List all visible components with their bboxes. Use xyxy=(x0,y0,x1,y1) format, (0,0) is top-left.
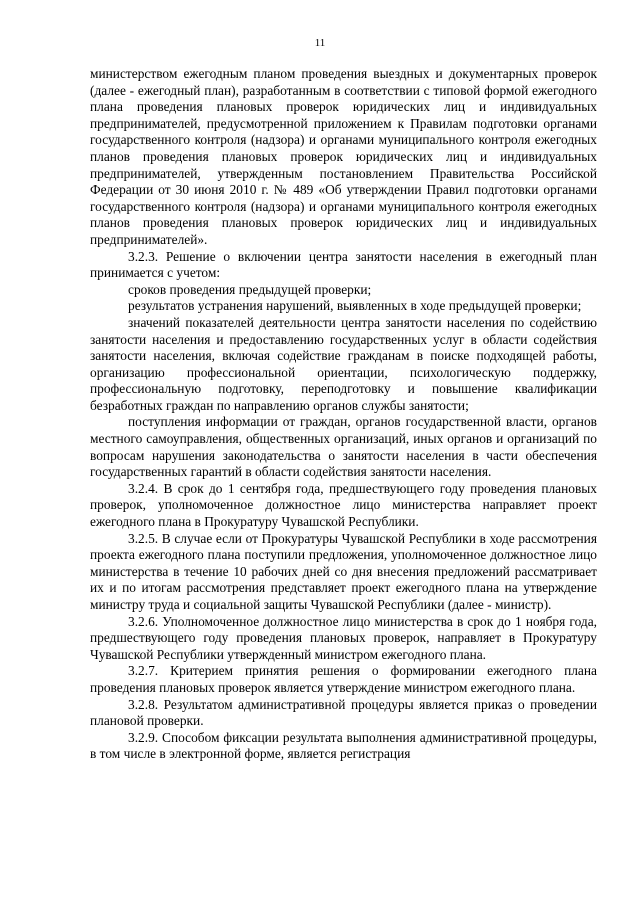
paragraph: сроков проведения предыдущей проверки; xyxy=(128,281,372,297)
paragraph: поступления информации от граждан, органов государственной власти, органов местного самоуправления, общественных организаций, иных органов и организаций по вопросам нарушения законодательства о занятости населения в части обеспечения государственных гарантий в области содействия занятости населения. xyxy=(90,414,597,480)
paragraph: значений показателей деятельности центра занятости населения по содействию занятости населения и предоставлению государственных услуг в области содействия занятости населения, включая содействие гражданам в поиске подходящей работы, организацию профессиональной ориентации, психологическую поддержку, профессиональную подготовку, переподготовку и повышение квалификации безработных граждан по направлению органов службы занятости; xyxy=(90,314,597,413)
paragraph: 3.2.4. В срок до 1 сентября года, предшествующего году проведения плановых проверок, уполномоченное должностное лицо министерства направляет проект ежегодного плана в Прокуратуру Чувашской Республики. xyxy=(90,480,597,530)
paragraph: 3.2.8. Результатом административной процедуры является приказ о проведении плановой проверки. xyxy=(90,696,597,729)
paragraph: 3.2.5. В случае если от Прокуратуры Чувашской Республики в ходе рассмотрения проекта ежегодного плана поступили предложения, уполномоченное должностное лицо министерства в течение 10 рабочих дней со дня внесения предложений рассматривает их и по итогам рассмотрения представляет проект ежегодного плана на утверждение министру труда и социальной защиты Чувашской Республики (далее - министр). xyxy=(90,530,597,612)
paragraph: 3.2.7. Критерием принятия решения о формировании ежегодного плана проведения плановых проверок является утверждение министром ежегодного плана. xyxy=(90,663,597,695)
paragraph: 3.2.3. Решение о включении центра занятости населения в ежегодный план принимается с учетом: xyxy=(90,248,597,281)
paragraph: 3.2.6. Уполномоченное должностное лицо министерства в срок до 1 ноября года, предшествующего году проведения плановых проверок, направляет в Прокуратуру Чувашской Республики утвержденный министром ежегодного плана. xyxy=(90,613,597,662)
paragraph: 3.2.9. Способом фиксации результата выполнения административной процедуры, в том числе в электронной форме, является регистрация xyxy=(90,729,597,762)
paragraph: министерством ежегодным планом проведения выездных и документарных проверок (далее - ежегодный план), разработанным в соответствии с типовой формой ежегодного плана проведения плановых проверок юридических лиц и индивидуальных предпринимателей, предусмотренной приложением к Правилам подготовки органами государственного контроля (надзора) и органами муниципального контроля ежегодных планов проведения плановых проверок юридических лиц и индивидуальных предпринимателей, утвержденным постановлением Правительства Российской Федерации от 30 июня 2010 г. № 489 «Об утверждении Правил подготовки органами государственного контроля (надзора) и органами муниципального контроля ежегодных планов проведения плановых проверок юридических лиц и индивидуальных предпринимателей». xyxy=(90,66,597,247)
page-number: 11 xyxy=(314,37,326,49)
paragraph: результатов устранения нарушений, выявленных в ходе предыдущей проверки; xyxy=(128,298,582,314)
document-body xyxy=(90,66,597,763)
